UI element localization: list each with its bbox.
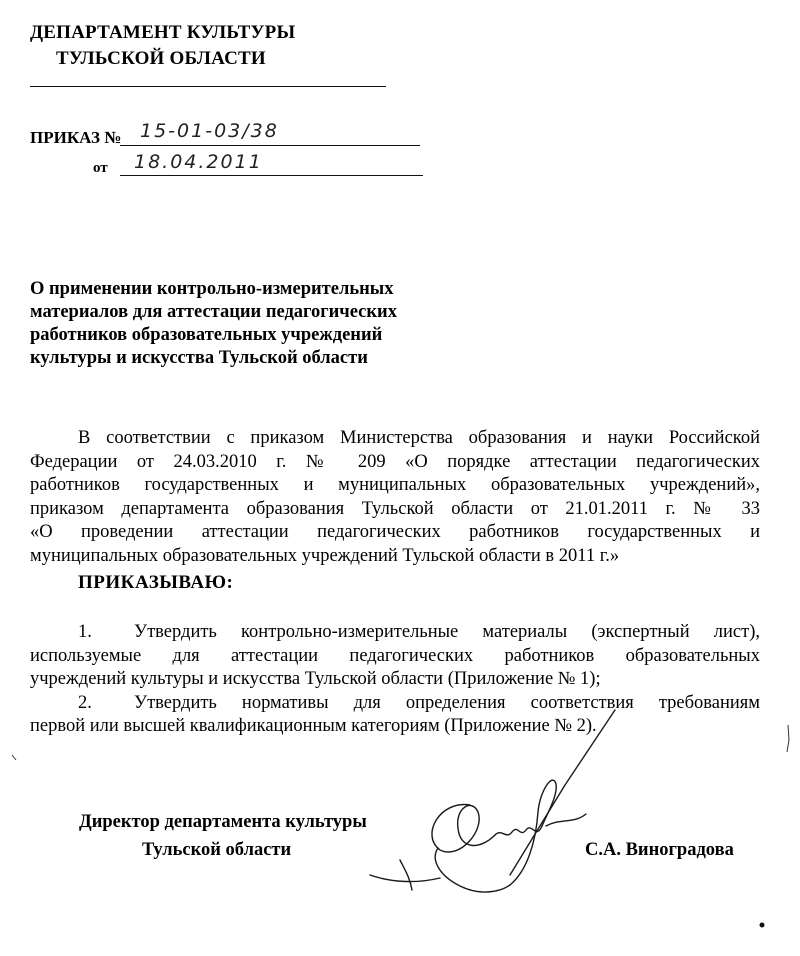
preamble-line: «О проведении аттестации педагогических работников государственных и bbox=[30, 522, 760, 542]
title-line: О применении контрольно-измерительных bbox=[30, 279, 394, 299]
title-line: материалов для аттестации педагогических bbox=[30, 302, 397, 322]
title-line: культуры и искусства Тульской области bbox=[30, 348, 368, 368]
signer-position-line2: Тульской области bbox=[142, 840, 292, 860]
order-date-label: от bbox=[93, 160, 108, 176]
signer-position-line1: Директор департамента культуры bbox=[79, 812, 367, 832]
order-number-value: 15-01-03/38 bbox=[140, 120, 279, 142]
org-name-line2: ТУЛЬСКОЙ ОБЛАСТИ bbox=[56, 48, 266, 69]
org-name-line1: ДЕПАРТАМЕНТ КУЛЬТУРЫ bbox=[30, 22, 296, 43]
signer-name: С.А. Виноградова bbox=[585, 840, 734, 860]
preamble-line: Федерации от 24.03.2010 г. № 209 «О порядке аттестации педагогических bbox=[30, 451, 760, 472]
preamble-line: муниципальных образовательных учреждений Тульской области в 2011 г.» bbox=[30, 545, 620, 566]
item-line: используемые для аттестации педагогических работников образовательных bbox=[30, 645, 760, 666]
item-number: 1. bbox=[78, 622, 92, 642]
item-line: Утвердить контрольно-измерительные материалы (экспертный лист), bbox=[134, 622, 760, 642]
preamble-line: приказом департамента образования Тульской области от 21.01.2011 г. № 33 bbox=[30, 498, 760, 519]
item-line: Утвердить нормативы для определения соответствия требованиям bbox=[134, 692, 760, 713]
order-number-label: ПРИКАЗ № bbox=[30, 128, 122, 147]
item-number: 2. bbox=[78, 692, 92, 713]
title-line: работников образовательных учреждений bbox=[30, 325, 383, 345]
decree-word: ПРИКАЗЫВАЮ: bbox=[78, 572, 234, 593]
item-line: учреждений культуры и искусства Тульской области (Приложение № 1); bbox=[30, 669, 601, 689]
preamble-line: В соответствии с приказом Министерства образования и науки Российской bbox=[78, 428, 760, 448]
preamble-line: работников государственных и муниципальных образовательных учреждений», bbox=[30, 475, 760, 495]
item-line: первой или высшей квалификационным категориям (Приложение № 2). bbox=[30, 716, 597, 736]
order-date-value: 18.04.2011 bbox=[134, 151, 263, 173]
